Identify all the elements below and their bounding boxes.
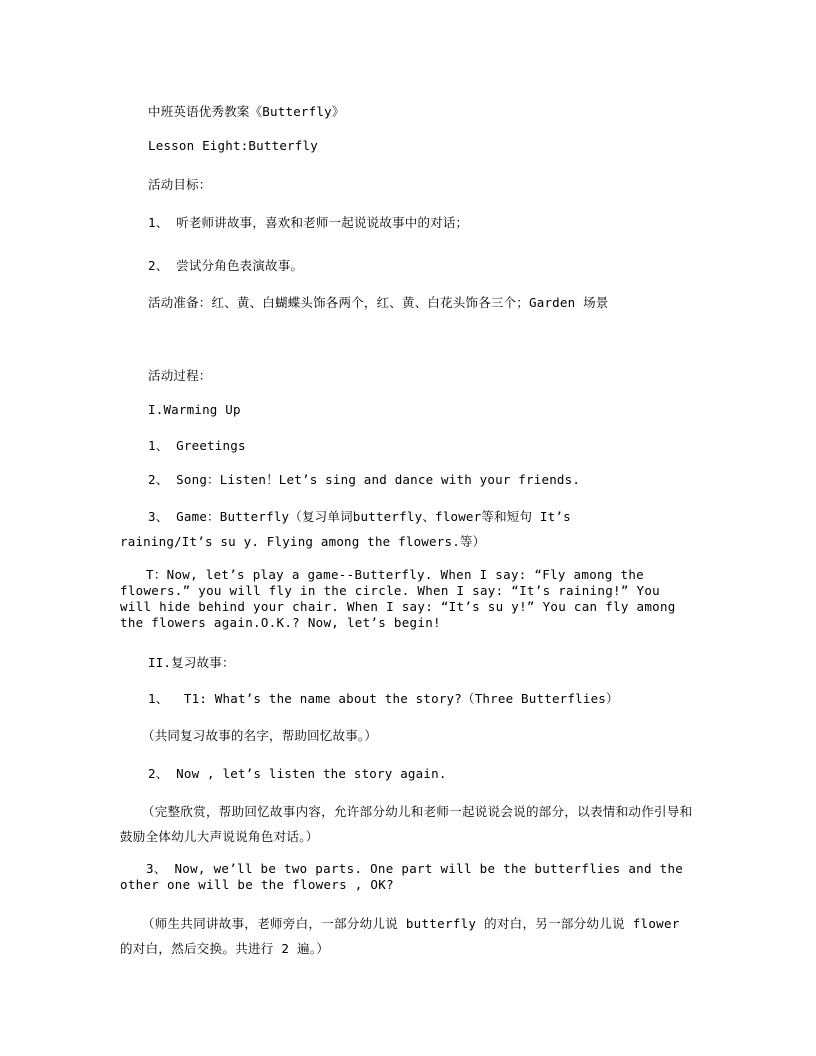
process-heading: 活动过程： — [148, 368, 212, 383]
note-text: （师生共同讲故事，老师旁白，一部分幼儿说 butterfly 的对白，另一部分幼儿说 flower 的对白，然后交换。共进行 2 遍。） — [120, 916, 680, 956]
goal-item: 1、 听老师讲故事，喜欢和老师一起说说故事中的对话； — [148, 215, 469, 230]
list-item: 1、 T1: What’s the name about the story?（Three Butterflies） — [148, 691, 619, 706]
goal-item: 2、 尝试分角色表演故事。 — [148, 258, 304, 273]
list-item: 2、 Song：Listen！Let’s sing and dance with your friends. — [148, 472, 581, 487]
list-item: 3、 Now, we’ll be two parts. One part will be the butterflies and the other one will be the flowers , OK? — [120, 861, 684, 892]
preparation-text: 活动准备：红、黄、白蝴蝶头饰各两个，红、黄、白花头饰各三个；Garden 场景 — [148, 295, 609, 310]
list-item: 3、 Game：Butterfly（复习单词butterfly、flower等和短句 It’s — [148, 509, 571, 524]
list-item: 1、 Greetings — [148, 438, 246, 453]
goals-heading: 活动目标： — [148, 177, 212, 192]
list-item: 2、 Now , let’s listen the story again. — [148, 766, 447, 781]
teacher-script: T：Now, let’s play a game--Butterfly. When I say: “Fly among the flowers.” you will fly in the circle. When I say: “It’s raining!” You will hide behind your chair. When I say: “It’s su y!” You can fly among the flowers again.O.K.? Now, let’s begin! — [120, 567, 676, 630]
section-heading: II.复习故事： — [148, 655, 235, 670]
note-text: （共同复习故事的名字，帮助回忆故事。） — [142, 728, 378, 743]
section-heading: I.Warming Up — [148, 402, 241, 417]
note-text: （完整欣赏，帮助回忆故事内容，允许部分幼儿和老师一起说说会说的部分，以表情和动作引导和鼓励全体幼儿大声说说角色对话。） — [120, 804, 693, 844]
lesson-heading: Lesson Eight:Butterfly — [148, 138, 318, 153]
page-title: 中班英语优秀教案《Butterfly》 — [148, 104, 345, 119]
list-item-continued: raining/It’s su y. Flying among the flowers.等） — [120, 534, 486, 549]
